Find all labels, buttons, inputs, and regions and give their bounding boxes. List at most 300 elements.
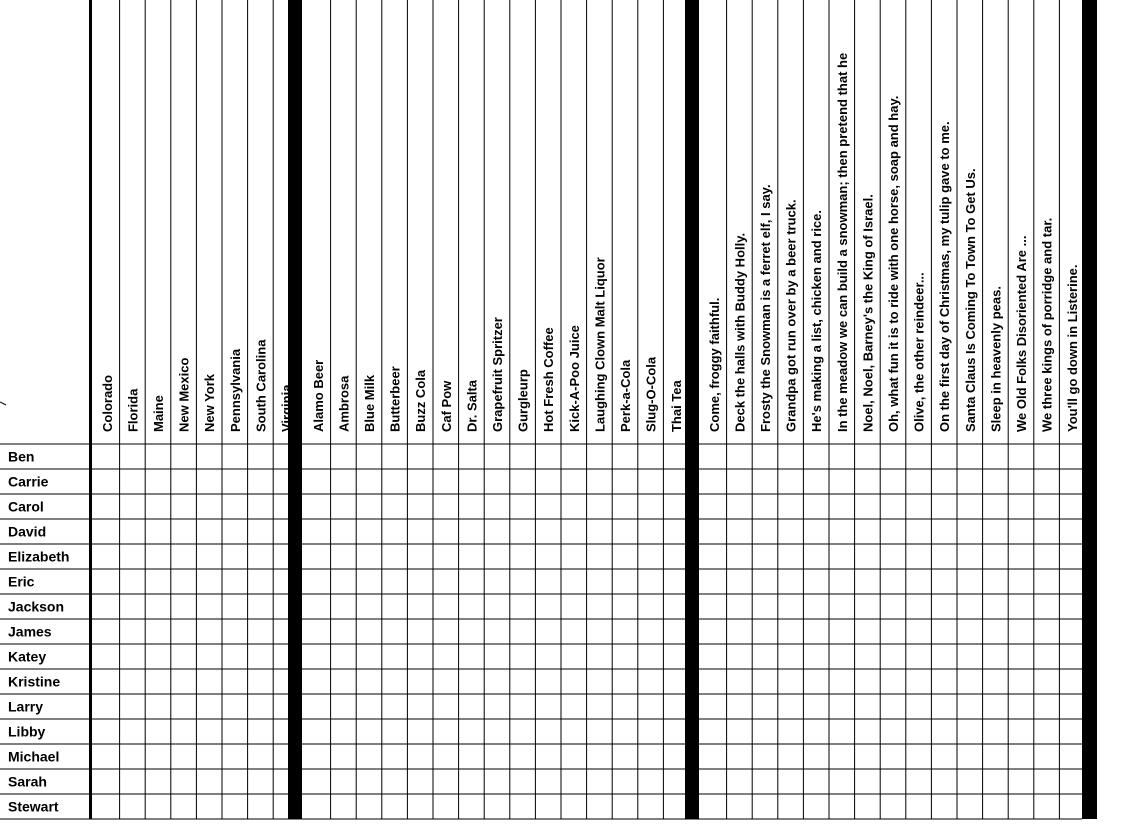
- grid-cell[interactable]: [906, 744, 932, 769]
- grid-cell[interactable]: [638, 769, 664, 794]
- grid-cell[interactable]: [484, 469, 510, 494]
- grid-cell[interactable]: [957, 744, 983, 769]
- grid-cell[interactable]: [1059, 519, 1085, 544]
- grid-cell[interactable]: [484, 744, 510, 769]
- grid-cell[interactable]: [196, 619, 222, 644]
- grid-cell[interactable]: [957, 544, 983, 569]
- grid-cell[interactable]: [1008, 469, 1034, 494]
- grid-cell[interactable]: [382, 669, 408, 694]
- grid-cell[interactable]: [727, 744, 753, 769]
- grid-cell[interactable]: [535, 619, 561, 644]
- grid-cell[interactable]: [510, 669, 536, 694]
- grid-cell[interactable]: [120, 744, 146, 769]
- grid-cell[interactable]: [829, 594, 855, 619]
- grid-cell[interactable]: [145, 444, 171, 469]
- grid-cell[interactable]: [145, 544, 171, 569]
- grid-cell[interactable]: [305, 794, 331, 819]
- grid-cell[interactable]: [196, 694, 222, 719]
- grid-cell[interactable]: [248, 444, 274, 469]
- grid-cell[interactable]: [145, 794, 171, 819]
- grid-cell[interactable]: [222, 469, 248, 494]
- grid-cell[interactable]: [248, 544, 274, 569]
- grid-cell[interactable]: [433, 469, 459, 494]
- grid-cell[interactable]: [171, 669, 197, 694]
- grid-cell[interactable]: [957, 469, 983, 494]
- grid-cell[interactable]: [196, 744, 222, 769]
- grid-cell[interactable]: [587, 644, 613, 669]
- grid-cell[interactable]: [1034, 494, 1060, 519]
- grid-cell[interactable]: [248, 769, 274, 794]
- grid-cell[interactable]: [510, 519, 536, 544]
- grid-cell[interactable]: [727, 469, 753, 494]
- grid-cell[interactable]: [880, 669, 906, 694]
- grid-cell[interactable]: [957, 769, 983, 794]
- grid-cell[interactable]: [957, 669, 983, 694]
- grid-cell[interactable]: [510, 494, 536, 519]
- grid-cell[interactable]: [803, 544, 829, 569]
- grid-cell[interactable]: [778, 669, 804, 694]
- grid-cell[interactable]: [222, 744, 248, 769]
- grid-cell[interactable]: [931, 719, 957, 744]
- grid-cell[interactable]: [382, 744, 408, 769]
- grid-cell[interactable]: [855, 694, 881, 719]
- grid-cell[interactable]: [638, 719, 664, 744]
- grid-cell[interactable]: [778, 719, 804, 744]
- grid-cell[interactable]: [1034, 744, 1060, 769]
- grid-cell[interactable]: [561, 794, 587, 819]
- grid-cell[interactable]: [94, 619, 120, 644]
- grid-cell[interactable]: [145, 694, 171, 719]
- grid-cell[interactable]: [120, 469, 146, 494]
- grid-cell[interactable]: [638, 744, 664, 769]
- grid-cell[interactable]: [407, 719, 433, 744]
- grid-cell[interactable]: [931, 694, 957, 719]
- grid-cell[interactable]: [248, 619, 274, 644]
- grid-cell[interactable]: [638, 669, 664, 694]
- grid-cell[interactable]: [701, 469, 727, 494]
- grid-cell[interactable]: [1034, 719, 1060, 744]
- grid-cell[interactable]: [222, 494, 248, 519]
- grid-cell[interactable]: [331, 644, 357, 669]
- grid-cell[interactable]: [561, 744, 587, 769]
- grid-cell[interactable]: [248, 569, 274, 594]
- grid-cell[interactable]: [459, 619, 485, 644]
- grid-cell[interactable]: [587, 444, 613, 469]
- grid-cell[interactable]: [701, 769, 727, 794]
- grid-cell[interactable]: [94, 519, 120, 544]
- grid-cell[interactable]: [94, 794, 120, 819]
- grid-cell[interactable]: [356, 594, 382, 619]
- grid-cell[interactable]: [587, 569, 613, 594]
- grid-cell[interactable]: [612, 469, 638, 494]
- grid-cell[interactable]: [248, 594, 274, 619]
- grid-cell[interactable]: [459, 719, 485, 744]
- grid-cell[interactable]: [778, 694, 804, 719]
- grid-cell[interactable]: [484, 544, 510, 569]
- grid-cell[interactable]: [803, 569, 829, 594]
- grid-cell[interactable]: [931, 469, 957, 494]
- grid-cell[interactable]: [94, 469, 120, 494]
- grid-cell[interactable]: [222, 594, 248, 619]
- grid-cell[interactable]: [459, 669, 485, 694]
- grid-cell[interactable]: [957, 494, 983, 519]
- grid-cell[interactable]: [484, 669, 510, 694]
- grid-cell[interactable]: [561, 494, 587, 519]
- grid-cell[interactable]: [612, 444, 638, 469]
- grid-cell[interactable]: [957, 444, 983, 469]
- grid-cell[interactable]: [880, 744, 906, 769]
- grid-cell[interactable]: [880, 694, 906, 719]
- grid-cell[interactable]: [880, 469, 906, 494]
- grid-cell[interactable]: [94, 669, 120, 694]
- grid-cell[interactable]: [803, 619, 829, 644]
- grid-cell[interactable]: [120, 494, 146, 519]
- grid-cell[interactable]: [983, 469, 1009, 494]
- grid-cell[interactable]: [145, 669, 171, 694]
- grid-cell[interactable]: [382, 694, 408, 719]
- grid-cell[interactable]: [382, 719, 408, 744]
- grid-cell[interactable]: [778, 569, 804, 594]
- grid-cell[interactable]: [855, 444, 881, 469]
- grid-cell[interactable]: [829, 494, 855, 519]
- grid-cell[interactable]: [331, 494, 357, 519]
- grid-cell[interactable]: [906, 569, 932, 594]
- grid-cell[interactable]: [433, 719, 459, 744]
- grid-cell[interactable]: [752, 619, 778, 644]
- grid-cell[interactable]: [587, 469, 613, 494]
- grid-cell[interactable]: [305, 594, 331, 619]
- grid-cell[interactable]: [120, 544, 146, 569]
- grid-cell[interactable]: [752, 594, 778, 619]
- grid-cell[interactable]: [305, 669, 331, 694]
- grid-cell[interactable]: [1008, 769, 1034, 794]
- grid-cell[interactable]: [855, 719, 881, 744]
- grid-cell[interactable]: [561, 469, 587, 494]
- grid-cell[interactable]: [407, 594, 433, 619]
- grid-cell[interactable]: [638, 494, 664, 519]
- grid-cell[interactable]: [305, 744, 331, 769]
- grid-cell[interactable]: [459, 444, 485, 469]
- grid-cell[interactable]: [803, 469, 829, 494]
- grid-cell[interactable]: [612, 769, 638, 794]
- grid-cell[interactable]: [638, 469, 664, 494]
- grid-cell[interactable]: [1034, 569, 1060, 594]
- grid-cell[interactable]: [94, 644, 120, 669]
- grid-cell[interactable]: [727, 444, 753, 469]
- grid-cell[interactable]: [248, 644, 274, 669]
- grid-cell[interactable]: [484, 519, 510, 544]
- grid-cell[interactable]: [561, 644, 587, 669]
- grid-cell[interactable]: [855, 594, 881, 619]
- grid-cell[interactable]: [196, 669, 222, 694]
- grid-cell[interactable]: [145, 769, 171, 794]
- grid-cell[interactable]: [510, 769, 536, 794]
- grid-cell[interactable]: [433, 444, 459, 469]
- grid-cell[interactable]: [855, 569, 881, 594]
- grid-cell[interactable]: [727, 644, 753, 669]
- grid-cell[interactable]: [196, 544, 222, 569]
- grid-cell[interactable]: [587, 719, 613, 744]
- grid-cell[interactable]: [931, 769, 957, 794]
- grid-cell[interactable]: [382, 519, 408, 544]
- grid-cell[interactable]: [331, 744, 357, 769]
- grid-cell[interactable]: [484, 769, 510, 794]
- grid-cell[interactable]: [983, 569, 1009, 594]
- grid-cell[interactable]: [855, 519, 881, 544]
- grid-cell[interactable]: [829, 769, 855, 794]
- grid-cell[interactable]: [382, 544, 408, 569]
- grid-cell[interactable]: [535, 694, 561, 719]
- grid-cell[interactable]: [171, 494, 197, 519]
- grid-cell[interactable]: [561, 694, 587, 719]
- grid-cell[interactable]: [880, 519, 906, 544]
- grid-cell[interactable]: [778, 444, 804, 469]
- grid-cell[interactable]: [587, 594, 613, 619]
- grid-cell[interactable]: [356, 494, 382, 519]
- grid-cell[interactable]: [382, 494, 408, 519]
- grid-cell[interactable]: [484, 794, 510, 819]
- grid-cell[interactable]: [829, 569, 855, 594]
- grid-cell[interactable]: [222, 569, 248, 594]
- grid-cell[interactable]: [803, 644, 829, 669]
- grid-cell[interactable]: [120, 569, 146, 594]
- grid-cell[interactable]: [701, 619, 727, 644]
- grid-cell[interactable]: [701, 519, 727, 544]
- grid-cell[interactable]: [727, 694, 753, 719]
- grid-cell[interactable]: [778, 544, 804, 569]
- grid-cell[interactable]: [983, 644, 1009, 669]
- grid-cell[interactable]: [356, 544, 382, 569]
- grid-cell[interactable]: [957, 694, 983, 719]
- grid-cell[interactable]: [433, 569, 459, 594]
- grid-cell[interactable]: [459, 594, 485, 619]
- grid-cell[interactable]: [196, 644, 222, 669]
- grid-cell[interactable]: [778, 469, 804, 494]
- grid-cell[interactable]: [701, 594, 727, 619]
- grid-cell[interactable]: [931, 794, 957, 819]
- grid-cell[interactable]: [535, 594, 561, 619]
- grid-cell[interactable]: [510, 469, 536, 494]
- grid-cell[interactable]: [94, 544, 120, 569]
- grid-cell[interactable]: [171, 644, 197, 669]
- grid-cell[interactable]: [701, 494, 727, 519]
- grid-cell[interactable]: [752, 794, 778, 819]
- grid-cell[interactable]: [459, 644, 485, 669]
- grid-cell[interactable]: [382, 619, 408, 644]
- grid-cell[interactable]: [1008, 444, 1034, 469]
- grid-cell[interactable]: [331, 669, 357, 694]
- grid-cell[interactable]: [829, 444, 855, 469]
- grid-cell[interactable]: [94, 594, 120, 619]
- grid-cell[interactable]: [248, 494, 274, 519]
- grid-cell[interactable]: [510, 644, 536, 669]
- grid-cell[interactable]: [407, 644, 433, 669]
- grid-cell[interactable]: [120, 444, 146, 469]
- grid-cell[interactable]: [356, 519, 382, 544]
- grid-cell[interactable]: [612, 744, 638, 769]
- grid-cell[interactable]: [145, 644, 171, 669]
- grid-cell[interactable]: [331, 519, 357, 544]
- grid-cell[interactable]: [145, 494, 171, 519]
- grid-cell[interactable]: [561, 594, 587, 619]
- grid-cell[interactable]: [561, 544, 587, 569]
- grid-cell[interactable]: [1059, 694, 1085, 719]
- grid-cell[interactable]: [145, 719, 171, 744]
- grid-cell[interactable]: [248, 669, 274, 694]
- grid-cell[interactable]: [94, 769, 120, 794]
- grid-cell[interactable]: [803, 594, 829, 619]
- grid-cell[interactable]: [612, 594, 638, 619]
- grid-cell[interactable]: [1034, 594, 1060, 619]
- grid-cell[interactable]: [196, 569, 222, 594]
- grid-cell[interactable]: [906, 444, 932, 469]
- grid-cell[interactable]: [433, 694, 459, 719]
- grid-cell[interactable]: [535, 444, 561, 469]
- grid-cell[interactable]: [305, 644, 331, 669]
- grid-cell[interactable]: [1008, 719, 1034, 744]
- grid-cell[interactable]: [484, 694, 510, 719]
- grid-cell[interactable]: [587, 794, 613, 819]
- grid-cell[interactable]: [196, 444, 222, 469]
- grid-cell[interactable]: [906, 694, 932, 719]
- grid-cell[interactable]: [752, 494, 778, 519]
- grid-cell[interactable]: [484, 569, 510, 594]
- grid-cell[interactable]: [222, 544, 248, 569]
- grid-cell[interactable]: [535, 519, 561, 544]
- grid-cell[interactable]: [638, 644, 664, 669]
- grid-cell[interactable]: [331, 619, 357, 644]
- grid-cell[interactable]: [171, 544, 197, 569]
- grid-cell[interactable]: [382, 569, 408, 594]
- grid-cell[interactable]: [1034, 619, 1060, 644]
- grid-cell[interactable]: [880, 494, 906, 519]
- grid-cell[interactable]: [931, 519, 957, 544]
- grid-cell[interactable]: [727, 594, 753, 619]
- grid-cell[interactable]: [701, 569, 727, 594]
- grid-cell[interactable]: [433, 669, 459, 694]
- grid-cell[interactable]: [587, 494, 613, 519]
- grid-cell[interactable]: [331, 769, 357, 794]
- grid-cell[interactable]: [331, 694, 357, 719]
- grid-cell[interactable]: [957, 619, 983, 644]
- grid-cell[interactable]: [752, 469, 778, 494]
- grid-cell[interactable]: [171, 719, 197, 744]
- grid-cell[interactable]: [510, 544, 536, 569]
- grid-cell[interactable]: [1008, 569, 1034, 594]
- grid-cell[interactable]: [612, 569, 638, 594]
- grid-cell[interactable]: [222, 619, 248, 644]
- grid-cell[interactable]: [983, 494, 1009, 519]
- grid-cell[interactable]: [305, 719, 331, 744]
- grid-cell[interactable]: [510, 794, 536, 819]
- grid-cell[interactable]: [803, 694, 829, 719]
- grid-cell[interactable]: [983, 444, 1009, 469]
- grid-cell[interactable]: [701, 719, 727, 744]
- grid-cell[interactable]: [331, 719, 357, 744]
- grid-cell[interactable]: [331, 469, 357, 494]
- grid-cell[interactable]: [196, 494, 222, 519]
- grid-cell[interactable]: [957, 594, 983, 619]
- grid-cell[interactable]: [484, 644, 510, 669]
- grid-cell[interactable]: [855, 619, 881, 644]
- grid-cell[interactable]: [94, 494, 120, 519]
- grid-cell[interactable]: [459, 769, 485, 794]
- grid-cell[interactable]: [535, 494, 561, 519]
- grid-cell[interactable]: [1008, 669, 1034, 694]
- grid-cell[interactable]: [356, 719, 382, 744]
- grid-cell[interactable]: [459, 744, 485, 769]
- grid-cell[interactable]: [931, 544, 957, 569]
- grid-cell[interactable]: [459, 519, 485, 544]
- grid-cell[interactable]: [484, 619, 510, 644]
- grid-cell[interactable]: [803, 769, 829, 794]
- grid-cell[interactable]: [906, 619, 932, 644]
- grid-cell[interactable]: [855, 494, 881, 519]
- grid-cell[interactable]: [222, 769, 248, 794]
- grid-cell[interactable]: [1008, 694, 1034, 719]
- grid-cell[interactable]: [196, 519, 222, 544]
- grid-cell[interactable]: [778, 769, 804, 794]
- grid-cell[interactable]: [1059, 544, 1085, 569]
- grid-cell[interactable]: [248, 694, 274, 719]
- grid-cell[interactable]: [931, 644, 957, 669]
- grid-cell[interactable]: [407, 494, 433, 519]
- grid-cell[interactable]: [248, 469, 274, 494]
- grid-cell[interactable]: [120, 669, 146, 694]
- grid-cell[interactable]: [222, 644, 248, 669]
- grid-cell[interactable]: [906, 494, 932, 519]
- grid-cell[interactable]: [880, 794, 906, 819]
- grid-cell[interactable]: [855, 794, 881, 819]
- grid-cell[interactable]: [638, 794, 664, 819]
- grid-cell[interactable]: [778, 744, 804, 769]
- grid-cell[interactable]: [535, 719, 561, 744]
- grid-cell[interactable]: [407, 469, 433, 494]
- grid-cell[interactable]: [459, 469, 485, 494]
- grid-cell[interactable]: [510, 444, 536, 469]
- grid-cell[interactable]: [587, 619, 613, 644]
- grid-cell[interactable]: [433, 544, 459, 569]
- grid-cell[interactable]: [1034, 694, 1060, 719]
- grid-cell[interactable]: [145, 619, 171, 644]
- grid-cell[interactable]: [778, 619, 804, 644]
- grid-cell[interactable]: [803, 444, 829, 469]
- grid-cell[interactable]: [1059, 619, 1085, 644]
- grid-cell[interactable]: [983, 669, 1009, 694]
- grid-cell[interactable]: [778, 594, 804, 619]
- grid-cell[interactable]: [484, 719, 510, 744]
- grid-cell[interactable]: [459, 694, 485, 719]
- grid-cell[interactable]: [880, 594, 906, 619]
- grid-cell[interactable]: [1008, 544, 1034, 569]
- grid-cell[interactable]: [510, 569, 536, 594]
- grid-cell[interactable]: [382, 469, 408, 494]
- grid-cell[interactable]: [356, 444, 382, 469]
- grid-cell[interactable]: [638, 569, 664, 594]
- grid-cell[interactable]: [701, 744, 727, 769]
- grid-cell[interactable]: [752, 519, 778, 544]
- grid-cell[interactable]: [1034, 469, 1060, 494]
- grid-cell[interactable]: [459, 794, 485, 819]
- grid-cell[interactable]: [803, 719, 829, 744]
- grid-cell[interactable]: [535, 569, 561, 594]
- grid-cell[interactable]: [535, 744, 561, 769]
- grid-cell[interactable]: [1034, 769, 1060, 794]
- grid-cell[interactable]: [855, 469, 881, 494]
- grid-cell[interactable]: [535, 644, 561, 669]
- grid-cell[interactable]: [356, 569, 382, 594]
- grid-cell[interactable]: [120, 719, 146, 744]
